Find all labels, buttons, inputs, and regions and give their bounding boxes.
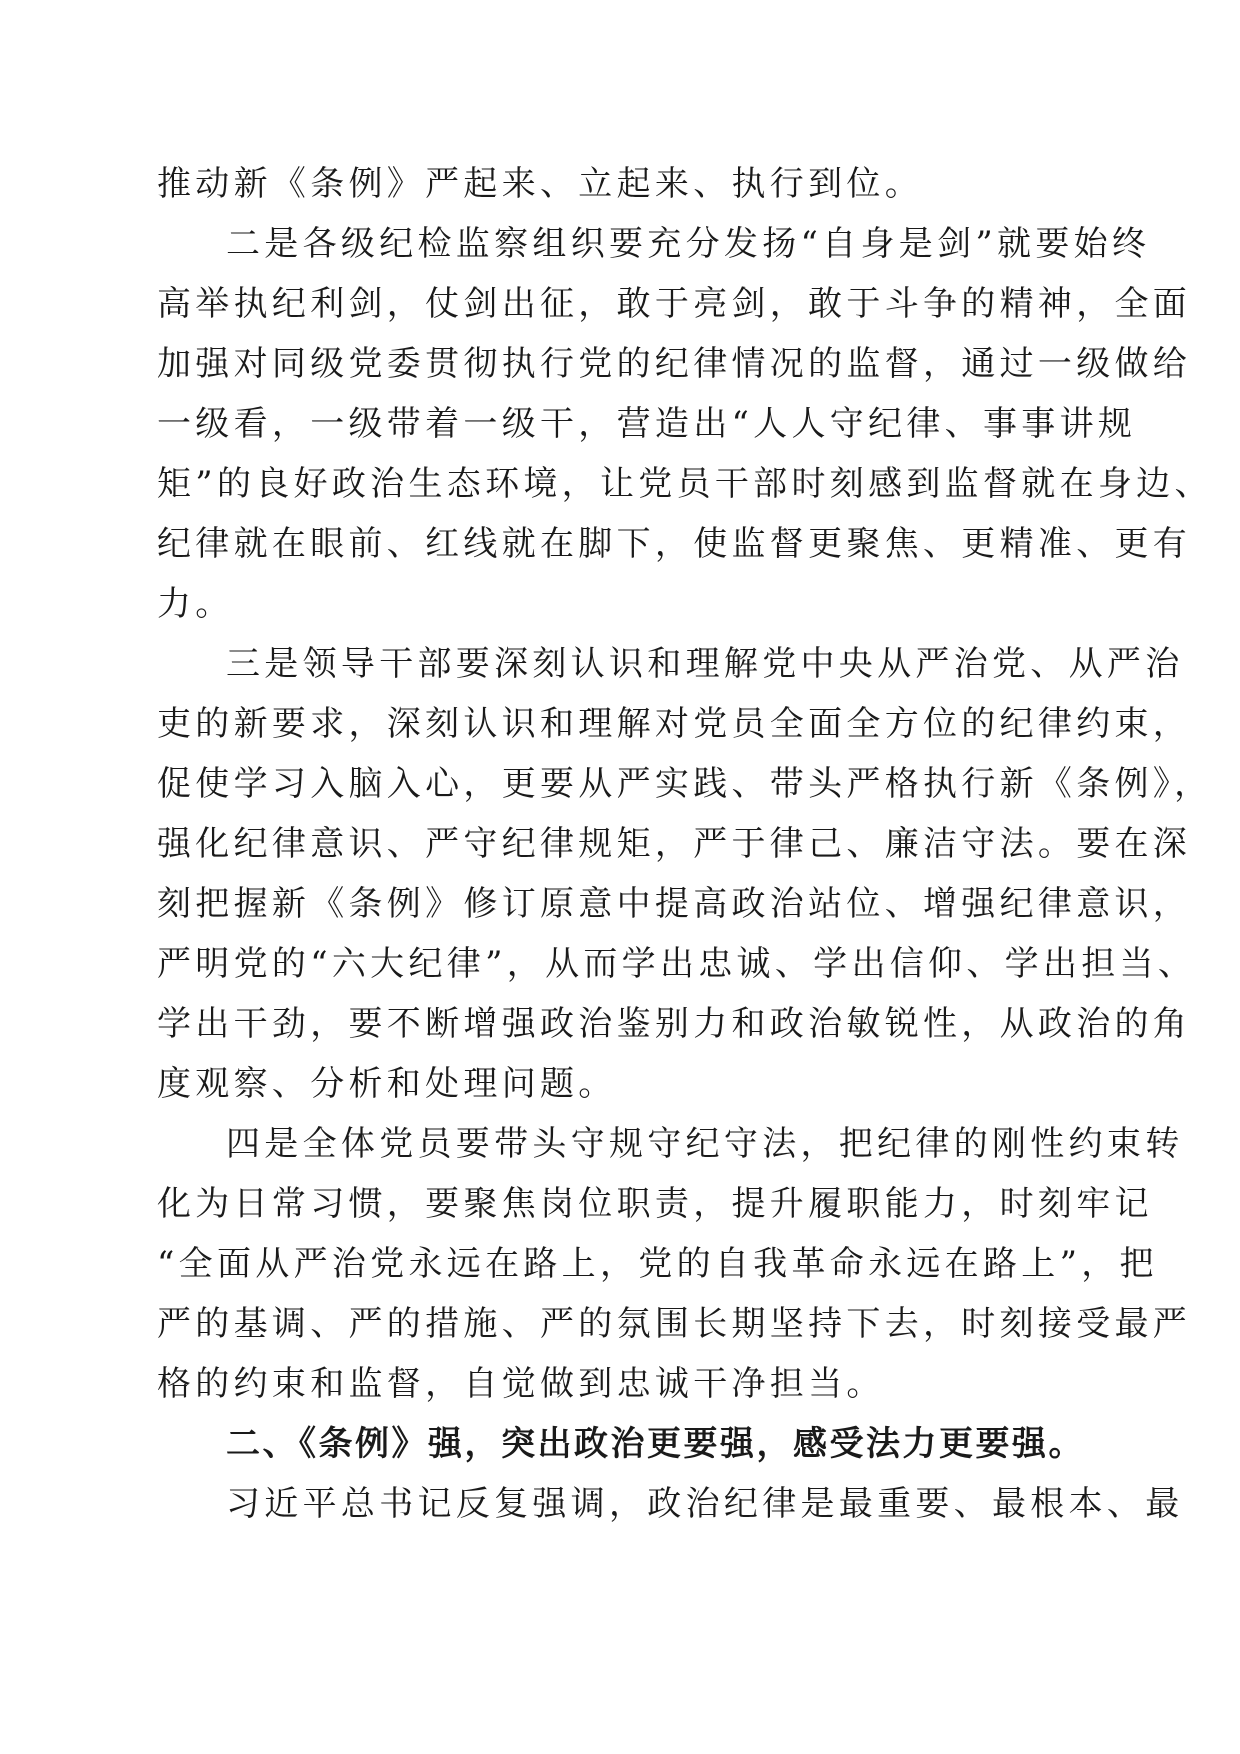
- paragraph-line: 化为日常习惯，要聚焦岗位职责，提升履职能力，时刻牢记: [157, 1184, 1153, 1224]
- paragraph-line: 二是各级纪检监察组织要充分发扬“自身是剑”就要始终: [226, 224, 1151, 264]
- paragraph-line: 力。: [157, 584, 234, 624]
- paragraph-line: 三是领导干部要深刻认识和理解党中央从严治党、从严治: [226, 644, 1184, 684]
- paragraph-line: 严明党的“六大纪律”，从而学出忠诚、学出信仰、学出担当、: [157, 944, 1197, 984]
- paragraph-line: 学出干劲，要不断增强政治鉴别力和政治敏锐性，从政治的角: [157, 1004, 1192, 1044]
- paragraph-line: 推动新《条例》严起来、立起来、执行到位。: [157, 164, 923, 204]
- paragraph-line: 四是全体党员要带头守规守纪守法，把纪律的刚性约束转: [226, 1124, 1184, 1164]
- paragraph-line: 促使学习入脑入心，更要从严实践、带头严格执行新《条例》，: [157, 764, 1213, 804]
- paragraph-line: 纪律就在眼前、红线就在脚下，使监督更聚焦、更精准、更有: [157, 524, 1192, 564]
- paragraph-line: 一级看，一级带着一级干，营造出“人人守纪律、事事讲规: [157, 404, 1137, 444]
- paragraph-line: 吏的新要求，深刻认识和理解对党员全面全方位的纪律约束，: [157, 704, 1192, 744]
- paragraph-line: 高举执纪利剑，仗剑出征，敢于亮剑，敢于斗争的精神，全面: [157, 284, 1192, 324]
- paragraph-line: 加强对同级党委贯彻执行党的纪律情况的监督，通过一级做给: [157, 344, 1192, 384]
- paragraph-line: “全面从严治党永远在路上，党的自我革命永远在路上”，把: [157, 1244, 1158, 1284]
- paragraph-line: 矩”的良好政治生态环境，让党员干部时刻感到监督就在身边、: [157, 464, 1213, 504]
- paragraph-line: 格的约束和监督，自觉做到忠诚干净担当。: [157, 1364, 885, 1404]
- section-heading: 二、《条例》强，突出政治更要强，感受法力更要强。: [226, 1424, 1085, 1464]
- paragraph-line: 习近平总书记反复强调，政治纪律是最重要、最根本、最: [226, 1484, 1184, 1524]
- paragraph-line: 度观察、分析和处理问题。: [157, 1064, 617, 1104]
- paragraph-line: 强化纪律意识、严守纪律规矩，严于律己、廉洁守法。要在深: [157, 824, 1192, 864]
- paragraph-line: 严的基调、严的措施、严的氛围长期坚持下去，时刻接受最严: [157, 1304, 1192, 1344]
- paragraph-line: 刻把握新《条例》修订原意中提高政治站位、增强纪律意识，: [157, 884, 1192, 924]
